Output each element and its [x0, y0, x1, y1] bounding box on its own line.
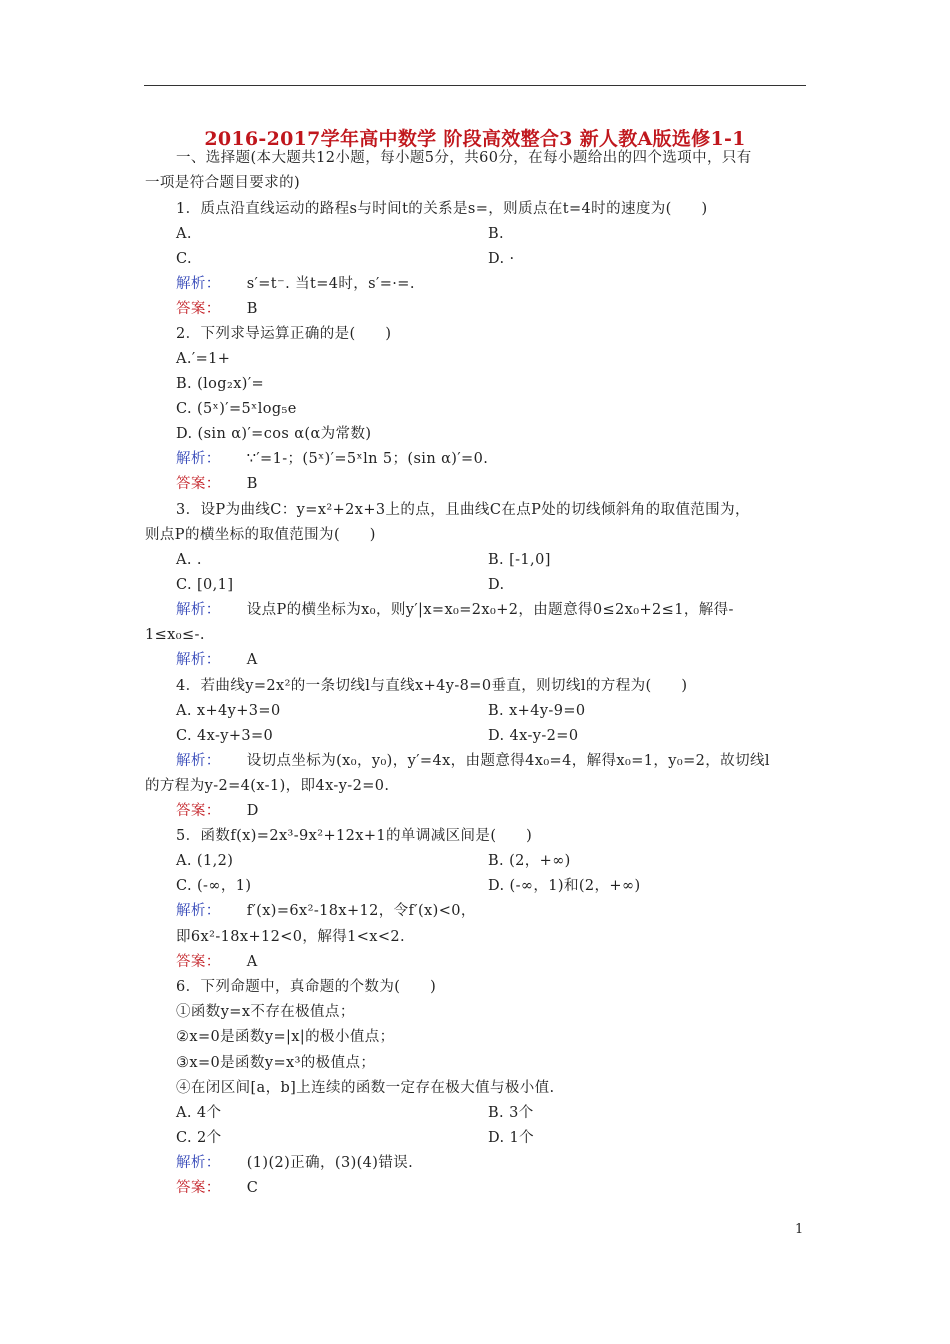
q2-option-a: A.′=1+	[176, 351, 231, 367]
q3-answer	[176, 650, 258, 670]
q1-analysis	[176, 274, 415, 294]
analysis-label: 解析：	[176, 903, 221, 919]
q6-stem: 6．下列命题中，真命题的个数为( )	[176, 979, 437, 995]
q4-option-a: A. x+4y+3=0	[176, 703, 281, 719]
analysis-label: 解析：	[176, 276, 221, 292]
q1-analysis-text: s′=t⁻. 当t=4时，s′=·=.	[246, 276, 415, 292]
header-rule	[144, 85, 806, 86]
q1-option-d: D. ·	[488, 251, 515, 267]
q3-analysis-line2: 1≤x₀≤-.	[145, 627, 205, 643]
q2-stem: 2．下列求导运算正确的是( )	[176, 326, 392, 342]
q6-answer	[176, 1178, 258, 1198]
analysis-label: 解析：	[176, 1155, 221, 1171]
q4-analysis-line2: 的方程为y-2=4(x-1)，即4x-y-2=0.	[145, 778, 390, 794]
q6-analysis	[176, 1153, 413, 1173]
q2-option-b: B. (log₂x)′=	[176, 376, 265, 392]
q1-option-c: C.	[176, 251, 192, 267]
q1-answer-text: B	[246, 301, 258, 317]
q3-option-b: B. [-1,0]	[488, 552, 551, 568]
q6-option-a: A. 4个	[176, 1105, 222, 1121]
q2-option-d: D. (sin α)′=cos α(α为常数)	[176, 426, 372, 442]
answer-label: 答案：	[176, 954, 221, 970]
q2-answer-text: B	[246, 476, 258, 492]
q3-option-d: D.	[488, 577, 505, 593]
q6-option-d: D. 1个	[488, 1130, 535, 1146]
analysis-label: 解析：	[176, 652, 221, 668]
section-header-line1: 一、选择题(本大题共12小题，每小题5分，共60分，在每小题给出的四个选项中，只有	[176, 150, 752, 166]
document-title: 2016-2017学年高中数学 阶段高效整合3 新人教A版选修1-1	[204, 128, 746, 150]
q5-analysis-text: f′(x)=6x²-18x+12，令f′(x)<0，	[246, 903, 476, 919]
analysis-label: 解析：	[176, 602, 221, 618]
q5-option-a: A. (1,2)	[176, 853, 234, 869]
q1-answer	[176, 299, 258, 319]
answer-label: 答案：	[176, 301, 221, 317]
q6-option-c: C. 2个	[176, 1130, 222, 1146]
q3-analysis-text: 设点P的横坐标为x₀，则y′|x=x₀=2x₀+2，由题意得0≤2x₀+2≤1，解得-	[246, 602, 734, 618]
answer-label: 答案：	[176, 803, 221, 819]
q2-analysis	[176, 449, 488, 469]
q1-stem: 1．质点沿直线运动的路程s与时间t的关系是s=，则质点在t=4时的速度为( )	[176, 201, 708, 217]
q6-proposition-2: ②x=0是函数y=|x|的极小值点；	[176, 1029, 395, 1045]
q5-stem: 5．函数f(x)=2x³-9x²+12x+1的单调减区间是( )	[176, 828, 533, 844]
q3-analysis	[176, 600, 734, 620]
q5-analysis-line2: 即6x²-18x+12<0，解得1<x<2.	[176, 929, 406, 945]
section-header-line2: 一项是符合题目要求的)	[145, 175, 301, 191]
q3-option-a: A. .	[176, 552, 202, 568]
q1-option-b: B.	[488, 226, 505, 242]
q5-option-d: D. (-∞，1)和(2，+∞)	[488, 878, 641, 894]
q3-stem-line1: 3．设P为曲线C：y=x²+2x+3上的点，且曲线C在点P处的切线倾斜角的取值范围为，	[176, 502, 750, 518]
q2-analysis-text: ∵′=1-；(5ˣ)′=5ˣln 5；(sin α)′=0.	[246, 451, 489, 467]
q6-proposition-1: ①函数y=x不存在极值点；	[176, 1004, 355, 1020]
page-number: 1	[795, 1222, 804, 1237]
q5-analysis	[176, 901, 476, 921]
q6-analysis-text: (1)(2)正确，(3)(4)错误.	[246, 1155, 414, 1171]
q4-option-c: C. 4x-y+3=0	[176, 728, 274, 744]
q3-option-c: C. [0,1]	[176, 577, 234, 593]
q3-answer-text: A	[246, 652, 258, 668]
q4-analysis	[176, 751, 770, 771]
q2-option-c: C. (5ˣ)′=5ˣlog₅e	[176, 401, 297, 417]
q6-answer-text: C	[246, 1180, 259, 1196]
q4-option-b: B. x+4y-9=0	[488, 703, 586, 719]
q4-answer	[176, 801, 259, 821]
q4-answer-text: D	[246, 803, 259, 819]
q5-option-c: C. (-∞，1)	[176, 878, 252, 894]
q3-stem-line2: 则点P的横坐标的取值范围为( )	[145, 527, 376, 543]
analysis-label: 解析：	[176, 753, 221, 769]
answer-label: 答案：	[176, 1180, 221, 1196]
q6-option-b: B. 3个	[488, 1105, 534, 1121]
q6-proposition-4: ④在闭区间[a，b]上连续的函数一定存在极大值与极小值.	[176, 1080, 555, 1096]
q4-analysis-text: 设切点坐标为(x₀，y₀)，y′=4x，由题意得4x₀=4，解得x₀=1，y₀=2，故切线l	[246, 753, 770, 769]
q6-proposition-3: ③x=0是函数y=x³的极值点；	[176, 1055, 376, 1071]
q4-option-d: D. 4x-y-2=0	[488, 728, 579, 744]
analysis-label: 解析：	[176, 451, 221, 467]
q5-answer-text: A	[246, 954, 258, 970]
q2-answer	[176, 474, 258, 494]
q1-option-a: A.	[176, 226, 192, 242]
answer-label: 答案：	[176, 476, 221, 492]
q4-stem: 4．若曲线y=2x²的一条切线l与直线x+4y-8=0垂直，则切线l的方程为( )	[176, 678, 688, 694]
q5-option-b: B. (2，+∞)	[488, 853, 571, 869]
q5-answer	[176, 952, 258, 972]
